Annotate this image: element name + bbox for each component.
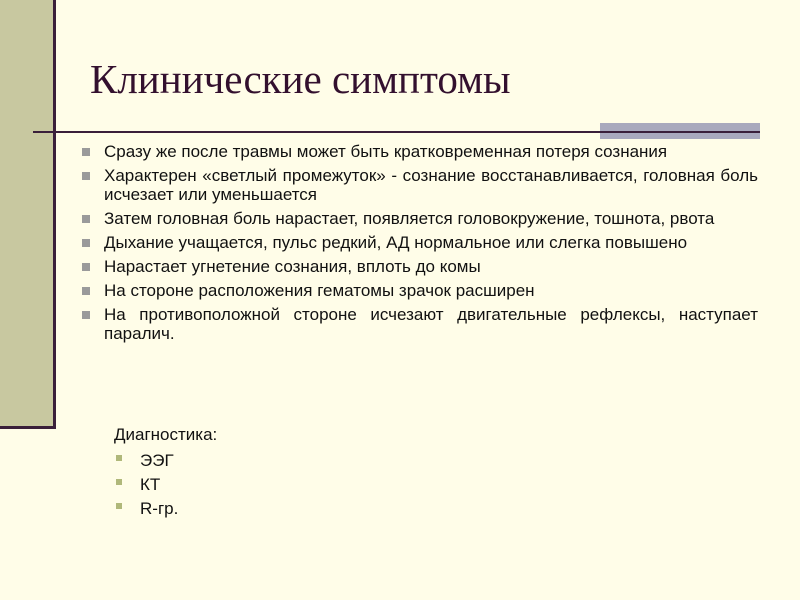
list-item-text: Сразу же после травмы может быть кратковременная потеря сознания bbox=[104, 142, 668, 161]
list-item-text: Характерен «светлый промежуток» - сознание восстанавливается, головная боль исчезает или уменьшается bbox=[104, 166, 758, 204]
square-bullet-icon bbox=[116, 455, 122, 461]
list-item-text: Затем головная боль нарастает, появляется головокружение, тошнота, рвота bbox=[104, 209, 715, 228]
square-bullet-icon bbox=[116, 479, 122, 485]
list-item bbox=[82, 142, 758, 161]
square-bullet-icon bbox=[82, 287, 90, 295]
slide-title: Клинические симптомы bbox=[90, 56, 511, 102]
square-bullet-icon bbox=[82, 215, 90, 223]
list-item bbox=[82, 257, 758, 276]
diagnostics-heading: Диагностика: bbox=[114, 425, 218, 444]
left-decorative-band bbox=[0, 0, 56, 428]
list-item bbox=[82, 233, 758, 252]
list-item bbox=[114, 497, 178, 521]
list-item-text: R-гр. bbox=[140, 499, 179, 518]
symptom-list bbox=[82, 142, 758, 348]
list-item-text: Дыхание учащается, пульс редкий, АД нормальное или слегка повышено bbox=[104, 233, 688, 252]
square-bullet-icon bbox=[82, 239, 90, 247]
diagnostics-list bbox=[114, 449, 178, 521]
square-bullet-icon bbox=[82, 311, 90, 319]
square-bullet-icon bbox=[116, 503, 122, 509]
list-item-text: На противоположной стороне исчезают двигательные рефлексы, наступает паралич. bbox=[104, 305, 758, 343]
square-bullet-icon bbox=[82, 263, 90, 271]
list-item-text: ЭЭГ bbox=[140, 451, 174, 470]
list-item bbox=[114, 449, 178, 473]
list-item-text: На стороне расположения гематомы зрачок расширен bbox=[104, 281, 535, 300]
list-item-text: КТ bbox=[140, 475, 161, 494]
list-item-text: Нарастает угнетение сознания, вплоть до комы bbox=[104, 257, 481, 276]
title-rule-accent-line bbox=[600, 131, 760, 133]
square-bullet-icon bbox=[82, 172, 90, 180]
list-item bbox=[114, 473, 178, 497]
left-band-bottom-line bbox=[0, 426, 56, 429]
list-item bbox=[82, 209, 758, 228]
square-bullet-icon bbox=[82, 148, 90, 156]
list-item bbox=[82, 281, 758, 300]
list-item bbox=[82, 305, 758, 343]
list-item bbox=[82, 166, 758, 204]
